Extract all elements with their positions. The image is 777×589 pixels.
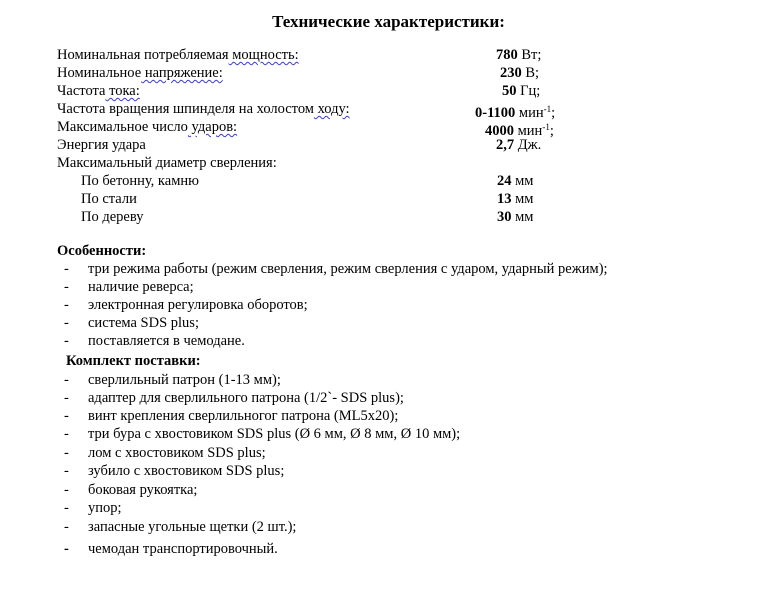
kit-item: три бура с хвостовиком SDS plus (Ø 6 мм, Ø 8 мм, Ø 10 мм); [88, 426, 461, 442]
list-bullet-dash: - [64, 279, 69, 295]
kit-item: лом с хвостовиком SDS plus; [88, 445, 266, 461]
diameter-label-steel: По стали [81, 191, 137, 207]
spec-label-frequency: Частота тока: [57, 83, 140, 99]
kit-item: боковая рукоятка; [88, 482, 198, 498]
spec-label-voltage: Номинальное напряжение: [57, 65, 223, 81]
diameter-value-concrete: 24 мм [497, 173, 534, 189]
kit-item: адаптер для сверлильного патрона (1/2`- SDS plus); [88, 390, 404, 406]
kit-heading: Комплект поставки: [66, 353, 201, 369]
diameter-value-steel: 13 мм [497, 191, 534, 207]
list-bullet-dash: - [64, 519, 69, 535]
features-heading: Особенности: [57, 243, 147, 259]
kit-item: упор; [88, 500, 122, 516]
list-bullet-dash: - [64, 315, 69, 331]
spec-label-power: Номинальная потребляемая мощность: [57, 47, 299, 63]
document-title: Технические характеристики: [272, 12, 505, 31]
spec-value-voltage: 230 В; [500, 65, 540, 81]
kit-item: сверлильный патрон (1-13 мм); [88, 372, 281, 388]
diameter-label-concrete: По бетонну, камню [81, 173, 199, 189]
list-bullet-dash: - [64, 426, 69, 442]
spec-label-impact-rate: Максимальное число ударов: [57, 119, 238, 135]
spec-value-frequency: 50 Гц; [502, 83, 541, 99]
feature-item: поставляется в чемодане. [88, 333, 245, 349]
feature-item: наличие реверса; [88, 279, 194, 295]
list-bullet-dash: - [64, 408, 69, 424]
spec-value-power: 780 Вт; [496, 47, 542, 63]
kit-item: чемодан транспортировочный. [88, 541, 278, 557]
list-bullet-dash: - [64, 541, 69, 557]
kit-item: запасные угольные щетки (2 шт.); [88, 519, 297, 535]
kit-item: зубило с хвостовиком SDS plus; [88, 463, 285, 479]
spec-label-spindle-speed: Частота вращения шпинделя на холостом ходу: [57, 101, 350, 117]
list-bullet-dash: - [64, 333, 69, 349]
diameter-value-wood: 30 мм [497, 209, 534, 225]
kit-item: винт крепления сверлильногог патрона (ML5x20); [88, 408, 399, 424]
feature-item: система SDS plus; [88, 315, 199, 331]
list-bullet-dash: - [64, 500, 69, 516]
spec-label-max-diameter: Максимальный диаметр сверления: [57, 155, 277, 171]
list-bullet-dash: - [64, 372, 69, 388]
feature-item: электронная регулировка оборотов; [88, 297, 308, 313]
list-bullet-dash: - [64, 390, 69, 406]
diameter-label-wood: По дереву [81, 209, 144, 225]
list-bullet-dash: - [64, 261, 69, 277]
spec-value-impact-energy: 2,7 Дж. [496, 137, 542, 153]
spec-value-impact-rate: 4000 мин$^{-1}$; [485, 122, 554, 139]
list-bullet-dash: - [64, 482, 69, 498]
spec-label-impact-energy: Энергия удара [57, 137, 146, 153]
list-bullet-dash: - [64, 297, 69, 313]
list-bullet-dash: - [64, 463, 69, 479]
spec-value-spindle-speed: 0-1100 мин$^{-1}$; [475, 104, 556, 121]
feature-item: три режима работы (режим сверления, режим сверления с ударом, ударный режим); [88, 261, 608, 277]
list-bullet-dash: - [64, 445, 69, 461]
